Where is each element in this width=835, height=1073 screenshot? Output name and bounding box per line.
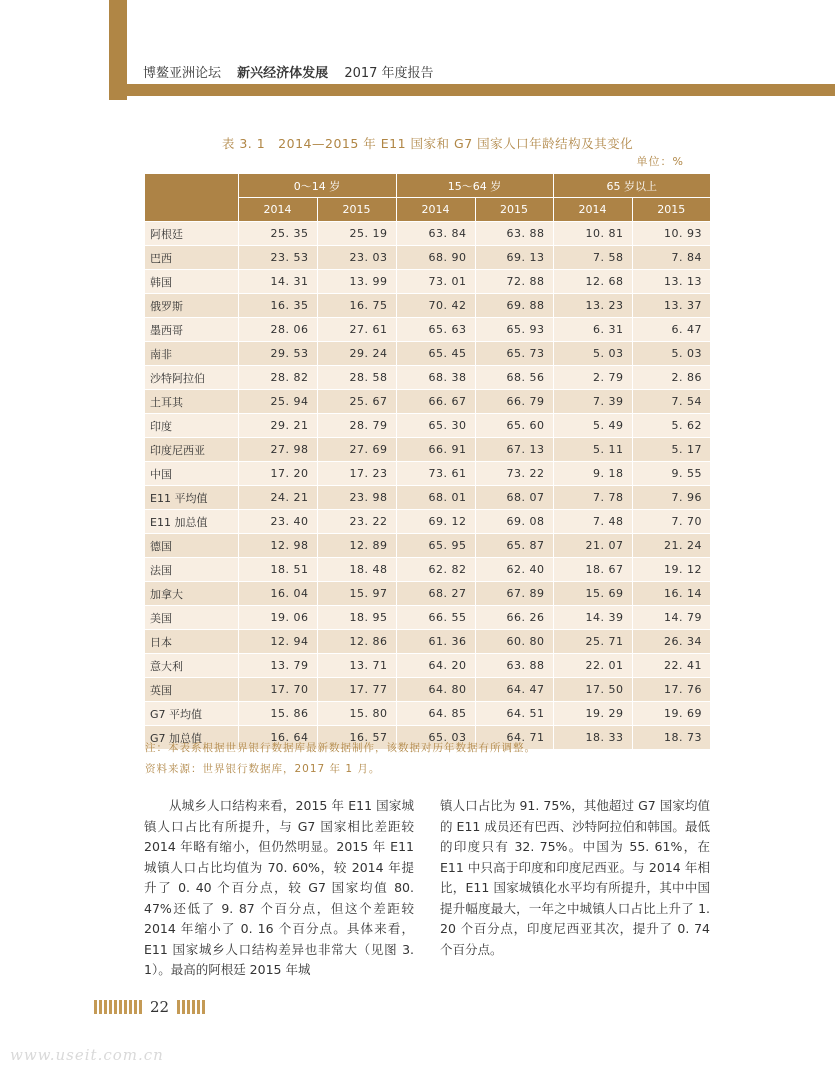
- year-header: 2015: [632, 198, 710, 222]
- row-value-cell: 68. 27: [396, 582, 475, 606]
- row-value-cell: 17. 23: [317, 462, 396, 486]
- row-value-cell: 7. 58: [553, 246, 632, 270]
- row-value-cell: 6. 31: [553, 318, 632, 342]
- table-row: [145, 678, 710, 702]
- header-rule-bar: [127, 84, 835, 96]
- row-country-name: 日本: [145, 630, 238, 654]
- row-value-cell: 29. 53: [238, 342, 317, 366]
- group-header-65-plus: 65 岁以上: [553, 174, 710, 198]
- row-country-name: 美国: [145, 606, 238, 630]
- row-country-name: E11 加总值: [145, 510, 238, 534]
- row-value-cell: 12. 86: [317, 630, 396, 654]
- row-value-cell: 23. 03: [317, 246, 396, 270]
- table-row: [145, 318, 710, 342]
- row-value-cell: 68. 38: [396, 366, 475, 390]
- row-value-cell: 13. 37: [632, 294, 710, 318]
- body-text-left-column: 从城乡人口结构来看，2015 年 E11 国家城镇人口占比有所提升，与 G7 国家相比差距较 2014 年略有缩小，但仍然明显。2015 年 E11 城镇人口占比均值为 70. 60%，较 2014 年提升了 0. 40 个百分点，较 G7 国家均值 80. 47%还低了 9. 87 个百分点，但这个差距较 2014 年缩小了 0. 16 个百分点。具体来看，E11 国家城乡人口结构差异也非常大（见图 3. 1）。最高的阿根廷 2015 年城: [144, 798, 414, 977]
- row-value-cell: 14. 79: [632, 606, 710, 630]
- row-value-cell: 66. 55: [396, 606, 475, 630]
- table-row: [145, 462, 710, 486]
- row-value-cell: 65. 87: [475, 534, 553, 558]
- row-value-cell: 15. 86: [238, 702, 317, 726]
- row-value-cell: 17. 77: [317, 678, 396, 702]
- row-value-cell: 72. 88: [475, 270, 553, 294]
- row-value-cell: 18. 67: [553, 558, 632, 582]
- folio-bars-right: [177, 1000, 205, 1014]
- table-row: [145, 654, 710, 678]
- row-value-cell: 18. 48: [317, 558, 396, 582]
- header-report-year: 2017 年度报告: [344, 66, 434, 81]
- row-value-cell: 18. 95: [317, 606, 396, 630]
- header-forum-name: 博鳌亚洲论坛: [143, 66, 222, 81]
- table-row: [145, 486, 710, 510]
- row-value-cell: 25. 19: [317, 222, 396, 246]
- table-row: [145, 606, 710, 630]
- row-value-cell: 65. 03: [396, 726, 475, 750]
- row-value-cell: 9. 18: [553, 462, 632, 486]
- row-country-name: G7 平均值: [145, 702, 238, 726]
- row-value-cell: 62. 40: [475, 558, 553, 582]
- row-value-cell: 2. 86: [632, 366, 710, 390]
- row-value-cell: 64. 80: [396, 678, 475, 702]
- row-value-cell: 14. 39: [553, 606, 632, 630]
- row-value-cell: 15. 80: [317, 702, 396, 726]
- row-value-cell: 16. 35: [238, 294, 317, 318]
- row-value-cell: 65. 30: [396, 414, 475, 438]
- row-value-cell: 65. 73: [475, 342, 553, 366]
- row-value-cell: 21. 24: [632, 534, 710, 558]
- row-value-cell: 23. 40: [238, 510, 317, 534]
- row-value-cell: 64. 71: [475, 726, 553, 750]
- row-value-cell: 5. 11: [553, 438, 632, 462]
- row-value-cell: 17. 76: [632, 678, 710, 702]
- row-value-cell: 68. 90: [396, 246, 475, 270]
- row-country-name: 俄罗斯: [145, 294, 238, 318]
- row-value-cell: 65. 93: [475, 318, 553, 342]
- row-value-cell: 66. 79: [475, 390, 553, 414]
- row-value-cell: 19. 06: [238, 606, 317, 630]
- row-value-cell: 68. 07: [475, 486, 553, 510]
- row-value-cell: 26. 34: [632, 630, 710, 654]
- row-value-cell: 25. 71: [553, 630, 632, 654]
- row-value-cell: 73. 22: [475, 462, 553, 486]
- row-value-cell: 66. 67: [396, 390, 475, 414]
- row-value-cell: 64. 20: [396, 654, 475, 678]
- row-value-cell: 17. 20: [238, 462, 317, 486]
- row-value-cell: 68. 01: [396, 486, 475, 510]
- row-value-cell: 27. 69: [317, 438, 396, 462]
- table-row: [145, 630, 710, 654]
- row-value-cell: 15. 69: [553, 582, 632, 606]
- row-value-cell: 15. 97: [317, 582, 396, 606]
- row-value-cell: 28. 58: [317, 366, 396, 390]
- row-value-cell: 7. 48: [553, 510, 632, 534]
- table-title: 表 3. 1 2014—2015 年 E11 国家和 G7 国家人口年龄结构及其变化: [221, 136, 634, 151]
- row-country-name: 阿根廷: [145, 222, 238, 246]
- row-value-cell: 23. 98: [317, 486, 396, 510]
- table-source: 资料来源：世界银行数据库，2017 年 1 月。: [145, 763, 381, 775]
- row-value-cell: 19. 12: [632, 558, 710, 582]
- row-country-name: 南非: [145, 342, 238, 366]
- watermark-text: www.useit.com.cn: [10, 1046, 164, 1064]
- page-folio: [94, 998, 205, 1016]
- row-value-cell: 23. 53: [238, 246, 317, 270]
- row-value-cell: 73. 01: [396, 270, 475, 294]
- row-value-cell: 63. 88: [475, 222, 553, 246]
- row-value-cell: 69. 13: [475, 246, 553, 270]
- row-value-cell: 7. 70: [632, 510, 710, 534]
- row-country-name: 德国: [145, 534, 238, 558]
- row-value-cell: 16. 64: [238, 726, 317, 750]
- row-value-cell: 17. 70: [238, 678, 317, 702]
- row-value-cell: 14. 31: [238, 270, 317, 294]
- row-country-name: 土耳其: [145, 390, 238, 414]
- row-value-cell: 23. 22: [317, 510, 396, 534]
- row-value-cell: 61. 36: [396, 630, 475, 654]
- year-header: 2014: [238, 198, 317, 222]
- folio-bars-left: [94, 1000, 142, 1014]
- row-country-name: 意大利: [145, 654, 238, 678]
- row-value-cell: 69. 12: [396, 510, 475, 534]
- row-value-cell: 16. 04: [238, 582, 317, 606]
- row-value-cell: 65. 63: [396, 318, 475, 342]
- row-value-cell: 27. 98: [238, 438, 317, 462]
- row-value-cell: 62. 82: [396, 558, 475, 582]
- row-value-cell: 13. 79: [238, 654, 317, 678]
- table-row: [145, 414, 710, 438]
- year-header: 2014: [553, 198, 632, 222]
- row-value-cell: 28. 79: [317, 414, 396, 438]
- row-value-cell: 64. 85: [396, 702, 475, 726]
- row-value-cell: 19. 69: [632, 702, 710, 726]
- row-value-cell: 2. 79: [553, 366, 632, 390]
- row-value-cell: 16. 57: [317, 726, 396, 750]
- row-value-cell: 12. 98: [238, 534, 317, 558]
- row-value-cell: 5. 03: [553, 342, 632, 366]
- row-value-cell: 28. 06: [238, 318, 317, 342]
- row-value-cell: 29. 21: [238, 414, 317, 438]
- row-country-name: 加拿大: [145, 582, 238, 606]
- table-row: [145, 438, 710, 462]
- row-value-cell: 64. 51: [475, 702, 553, 726]
- row-value-cell: 18. 33: [553, 726, 632, 750]
- group-header-row: [145, 174, 710, 198]
- row-value-cell: 12. 68: [553, 270, 632, 294]
- row-value-cell: 13. 13: [632, 270, 710, 294]
- row-value-cell: 65. 95: [396, 534, 475, 558]
- row-value-cell: 16. 14: [632, 582, 710, 606]
- row-value-cell: 7. 78: [553, 486, 632, 510]
- row-value-cell: 13. 23: [553, 294, 632, 318]
- row-value-cell: 16. 75: [317, 294, 396, 318]
- table-row: [145, 270, 710, 294]
- table-row: [145, 342, 710, 366]
- row-value-cell: 5. 03: [632, 342, 710, 366]
- row-value-cell: 10. 81: [553, 222, 632, 246]
- row-country-name: E11 平均值: [145, 486, 238, 510]
- row-country-name: 巴西: [145, 246, 238, 270]
- row-value-cell: 13. 71: [317, 654, 396, 678]
- row-value-cell: 63. 84: [396, 222, 475, 246]
- row-country-name: 中国: [145, 462, 238, 486]
- age-structure-table: [145, 174, 710, 750]
- table-row: [145, 366, 710, 390]
- row-value-cell: 68. 56: [475, 366, 553, 390]
- row-value-cell: 5. 62: [632, 414, 710, 438]
- page-number: 22: [150, 998, 170, 1016]
- row-value-cell: 29. 24: [317, 342, 396, 366]
- row-country-name: 沙特阿拉伯: [145, 366, 238, 390]
- table-row: [145, 702, 710, 726]
- row-value-cell: 13. 99: [317, 270, 396, 294]
- row-value-cell: 9. 55: [632, 462, 710, 486]
- running-header: [143, 62, 446, 81]
- row-value-cell: 5. 17: [632, 438, 710, 462]
- row-value-cell: 7. 54: [632, 390, 710, 414]
- row-value-cell: 7. 96: [632, 486, 710, 510]
- row-value-cell: 24. 21: [238, 486, 317, 510]
- row-country-name: 印度尼西亚: [145, 438, 238, 462]
- row-value-cell: 17. 50: [553, 678, 632, 702]
- row-value-cell: 69. 88: [475, 294, 553, 318]
- row-value-cell: 25. 35: [238, 222, 317, 246]
- row-value-cell: 7. 84: [632, 246, 710, 270]
- row-value-cell: 60. 80: [475, 630, 553, 654]
- row-value-cell: 67. 13: [475, 438, 553, 462]
- header-spine-bar: [109, 0, 127, 100]
- row-value-cell: 10. 93: [632, 222, 710, 246]
- row-value-cell: 67. 89: [475, 582, 553, 606]
- row-value-cell: 66. 26: [475, 606, 553, 630]
- table-row: [145, 222, 710, 246]
- row-value-cell: 18. 73: [632, 726, 710, 750]
- row-value-cell: 70. 42: [396, 294, 475, 318]
- table-note: 注：本表系根据世界银行数据库最新数据制作，该数据对历年数据有所调整。: [145, 742, 536, 754]
- row-value-cell: 22. 41: [632, 654, 710, 678]
- row-value-cell: 28. 82: [238, 366, 317, 390]
- group-header-0-14: 0～14 岁: [238, 174, 396, 198]
- row-value-cell: 27. 61: [317, 318, 396, 342]
- row-value-cell: 73. 61: [396, 462, 475, 486]
- row-country-name: 印度: [145, 414, 238, 438]
- row-value-cell: 25. 67: [317, 390, 396, 414]
- corner-header-cell: [145, 174, 238, 222]
- row-country-name: G7 加总值: [145, 726, 238, 750]
- row-value-cell: 25. 94: [238, 390, 317, 414]
- table-row: [145, 390, 710, 414]
- table-body: [145, 222, 710, 750]
- year-header: 2015: [475, 198, 553, 222]
- table-row: [145, 246, 710, 270]
- table-unit: 单位：%: [636, 155, 684, 168]
- table-row: [145, 294, 710, 318]
- row-value-cell: 66. 91: [396, 438, 475, 462]
- table-row: [145, 510, 710, 534]
- row-value-cell: 7. 39: [553, 390, 632, 414]
- row-country-name: 英国: [145, 678, 238, 702]
- row-value-cell: 65. 45: [396, 342, 475, 366]
- year-header: 2014: [396, 198, 475, 222]
- row-value-cell: 21. 07: [553, 534, 632, 558]
- row-value-cell: 63. 88: [475, 654, 553, 678]
- row-country-name: 法国: [145, 558, 238, 582]
- table-row: [145, 534, 710, 558]
- row-value-cell: 19. 29: [553, 702, 632, 726]
- group-header-15-64: 15～64 岁: [396, 174, 553, 198]
- row-value-cell: 12. 89: [317, 534, 396, 558]
- header-report-topic: 新兴经济体发展: [237, 66, 329, 81]
- row-value-cell: 65. 60: [475, 414, 553, 438]
- row-value-cell: 5. 49: [553, 414, 632, 438]
- year-header: 2015: [317, 198, 396, 222]
- row-value-cell: 69. 08: [475, 510, 553, 534]
- row-value-cell: 6. 47: [632, 318, 710, 342]
- table-row: [145, 582, 710, 606]
- row-value-cell: 12. 94: [238, 630, 317, 654]
- body-text-right-column: 镇人口占比为 91. 75%，其他超过 G7 国家均值的 E11 成员还有巴西、沙特阿拉伯和韩国。最低的印度只有 32. 75%。中国为 55. 61%，在 E11 中只高于印度和印度尼西亚。与 2014 年相比，E11 国家城镇化水平均有所提升，其中中国提升幅度最大，一年之中城镇人口占比上升了 1. 20 个百分点，印度尼西亚其次，提升了 0. 74 个百分点。: [440, 798, 710, 957]
- row-country-name: 墨西哥: [145, 318, 238, 342]
- row-value-cell: 22. 01: [553, 654, 632, 678]
- row-value-cell: 64. 47: [475, 678, 553, 702]
- row-value-cell: 18. 51: [238, 558, 317, 582]
- row-country-name: 韩国: [145, 270, 238, 294]
- table-row: [145, 558, 710, 582]
